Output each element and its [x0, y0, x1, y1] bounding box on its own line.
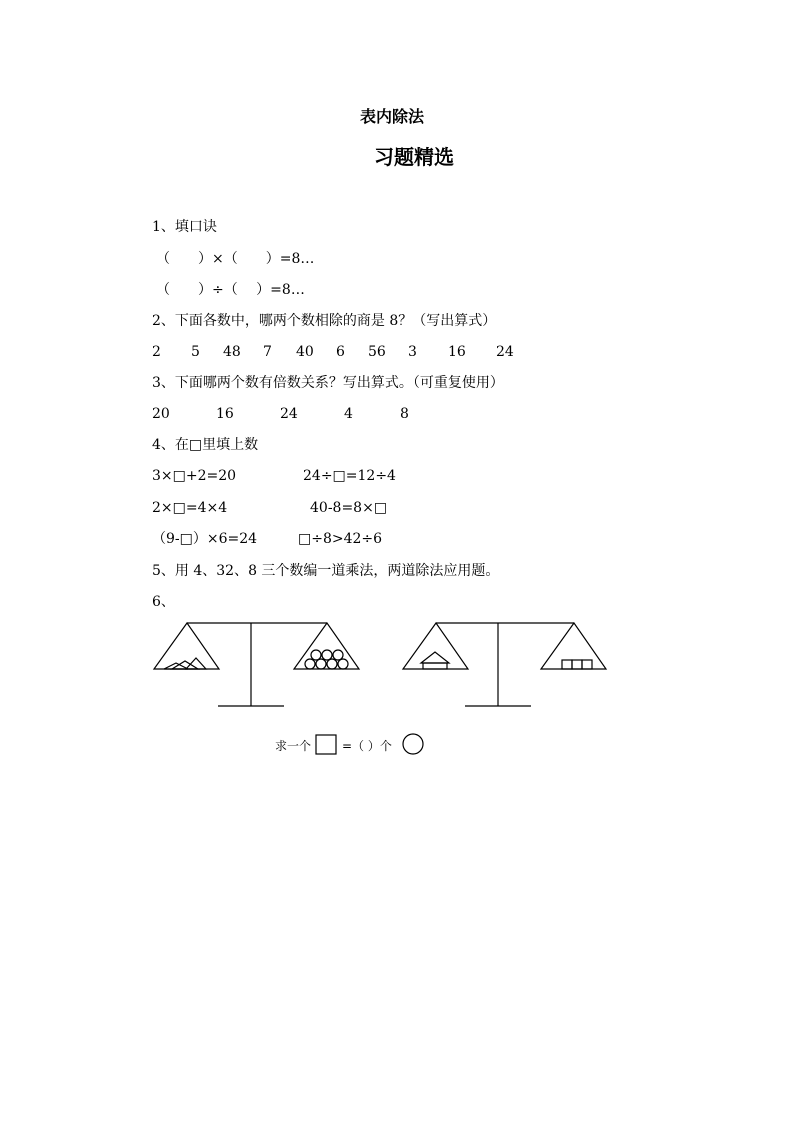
q2-num-7: 3	[408, 344, 417, 360]
page-title: 表内除法	[360, 107, 425, 126]
q4-eq-3b: □÷8>42÷6	[298, 531, 383, 547]
q3-num-4: 8	[400, 406, 409, 422]
circle-shapes-group	[305, 650, 348, 669]
q2-num-5: 6	[336, 344, 345, 360]
q3-num-0: 20	[152, 406, 170, 422]
q1-heading: 1、填口诀	[152, 219, 217, 235]
q4-eq-1b: 24÷□=12÷4	[303, 468, 396, 484]
q5-heading: 5、用 4、32、8 三个数编一道乘法，两道除法应用题。	[152, 563, 500, 579]
q4-eq-3a: （9-□）×6=24	[152, 531, 258, 547]
q4-heading: 4、在□里填上数	[152, 437, 259, 453]
circle-icon	[403, 734, 423, 754]
q2-num-0: 2	[152, 344, 161, 360]
q2-num-1: 5	[191, 344, 200, 360]
q3-heading: 3、下面哪两个数有倍数关系？写出算式。（可重复使用）	[152, 375, 504, 391]
q3-num-2: 24	[280, 406, 298, 422]
q4-eq-1a: 3×□+2=20	[152, 468, 237, 484]
q1-line2: （ ）÷（ ）=8…	[156, 282, 305, 298]
q4-eq-2a: 2×□=4×4	[152, 500, 228, 516]
scale-right	[403, 623, 606, 706]
q2-num-9: 24	[496, 344, 514, 360]
q3-num-1: 16	[216, 406, 234, 422]
q2-num-6: 56	[368, 344, 386, 360]
q2-heading: 2、下面各数中，哪两个数相除的商是 8？（写出算式）	[152, 313, 497, 329]
q6-heading: 6、	[152, 594, 175, 610]
q6-caption-mid: =（ ）个	[342, 739, 392, 753]
scale-left	[154, 623, 359, 706]
q2-num-8: 16	[448, 344, 466, 360]
q6-caption-prefix: 求一个	[275, 739, 312, 753]
triangle-shapes-group	[164, 658, 206, 669]
square-icon	[316, 735, 336, 754]
page-subtitle: 习题精选	[374, 145, 454, 169]
q2-num-3: 7	[263, 344, 272, 360]
triangle-square-shapes-group	[421, 652, 449, 669]
q4-eq-2b: 40-8=8×□	[310, 500, 388, 516]
q1-line1: （ ）×（ ）=8…	[156, 251, 315, 267]
q2-num-2: 48	[223, 344, 241, 360]
q2-num-4: 40	[296, 344, 314, 360]
q3-num-3: 4	[344, 406, 353, 422]
square-shapes-group	[562, 660, 592, 669]
